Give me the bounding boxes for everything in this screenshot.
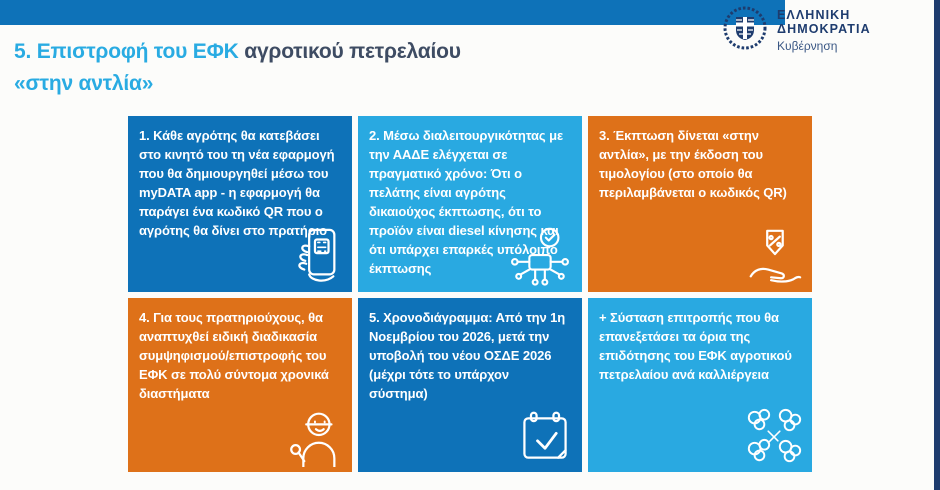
- phone-qr-icon: [283, 225, 345, 287]
- title-highlight: 5. Επιστροφή του ΕΦΚ: [14, 40, 239, 63]
- crops-icon: [743, 405, 805, 467]
- top-accent-bar: [0, 0, 785, 25]
- title-line1: [14, 36, 461, 68]
- card-text: 5. Χρονοδιάγραμμα: Από την 1η Νοεμβρίου του 2026, μετά την υποβολή του νέου ΟΣΔΕ 2026 (μέχρι τότε το υπάρχον σύστημα): [369, 310, 566, 401]
- card-text: 4. Για τους πρατηριούχους, θα αναπτυχθεί ειδική διαδικασία συμψηφισμού/επιστροφής του ΕΦΚ σε πολύ σύντομα χρονικά διαστήματα: [139, 310, 329, 401]
- title-rest: αγροτικού πετρελαίου: [238, 40, 461, 63]
- card-text: + Σύσταση επιτροπής που θα επανεξετάσει τα όρια της επιδότησης του ΕΦΚ αγροτικού πετρελαίου ανά καλλιέργεια: [599, 310, 792, 382]
- government-logo: [722, 3, 940, 58]
- card-4-station-owners: [128, 298, 352, 472]
- calendar-check-icon: [515, 409, 575, 467]
- hellenic-republic-emblem-icon: [722, 3, 768, 58]
- card-1-mobile-app: [128, 116, 352, 292]
- card-5-timeline: [358, 298, 582, 472]
- page-title: [14, 36, 461, 100]
- interoperability-check-icon: [505, 225, 575, 287]
- right-accent-bar: [934, 0, 940, 490]
- title-line2: «στην αντλία»: [14, 72, 154, 95]
- fuel-attendant-icon: [283, 403, 345, 467]
- card-2-interoperability: [358, 116, 582, 292]
- card-text: 2. Μέσω διαλειτουργικότητας με την ΑΑΔΕ ελέγχεται σε πραγματικό χρόνο: Ότι ο πελάτης είναι αγρότης δικαιούχος έκπτωσης, ότι το προϊόν είναι diesel κίνησης και ότι υπάρχει επαρκές υπόλοιπο έκπτωσης: [369, 128, 564, 276]
- cards-grid: [128, 116, 812, 472]
- card-6-committee: [588, 298, 812, 472]
- card-3-pump-discount: [588, 116, 812, 292]
- logo-org-name: ΕΛΛΗΝΙΚΗ ΔΗΜΟΚΡΑΤΙΑ: [777, 8, 871, 36]
- logo-sub-name: Κυβέρνηση: [777, 39, 838, 53]
- card-text: 3. Έκπτωση δίνεται «στην αντλία», με την έκδοση του τιμολογίου (στο οποίο θα περιλαμβάνεται ο κωδικός QR): [599, 128, 787, 200]
- discount-hand-icon: [743, 225, 805, 287]
- card-text: 1. Κάθε αγρότης θα κατεβάσει στο κινητό του τη νέα εφαρμογή που θα δημιουργηθεί μέσω του myDATA app - η εφαρμογή θα παράγει ένα κωδικό QR που ο αγρότης θα δίνει στο πρατήριο: [139, 128, 335, 238]
